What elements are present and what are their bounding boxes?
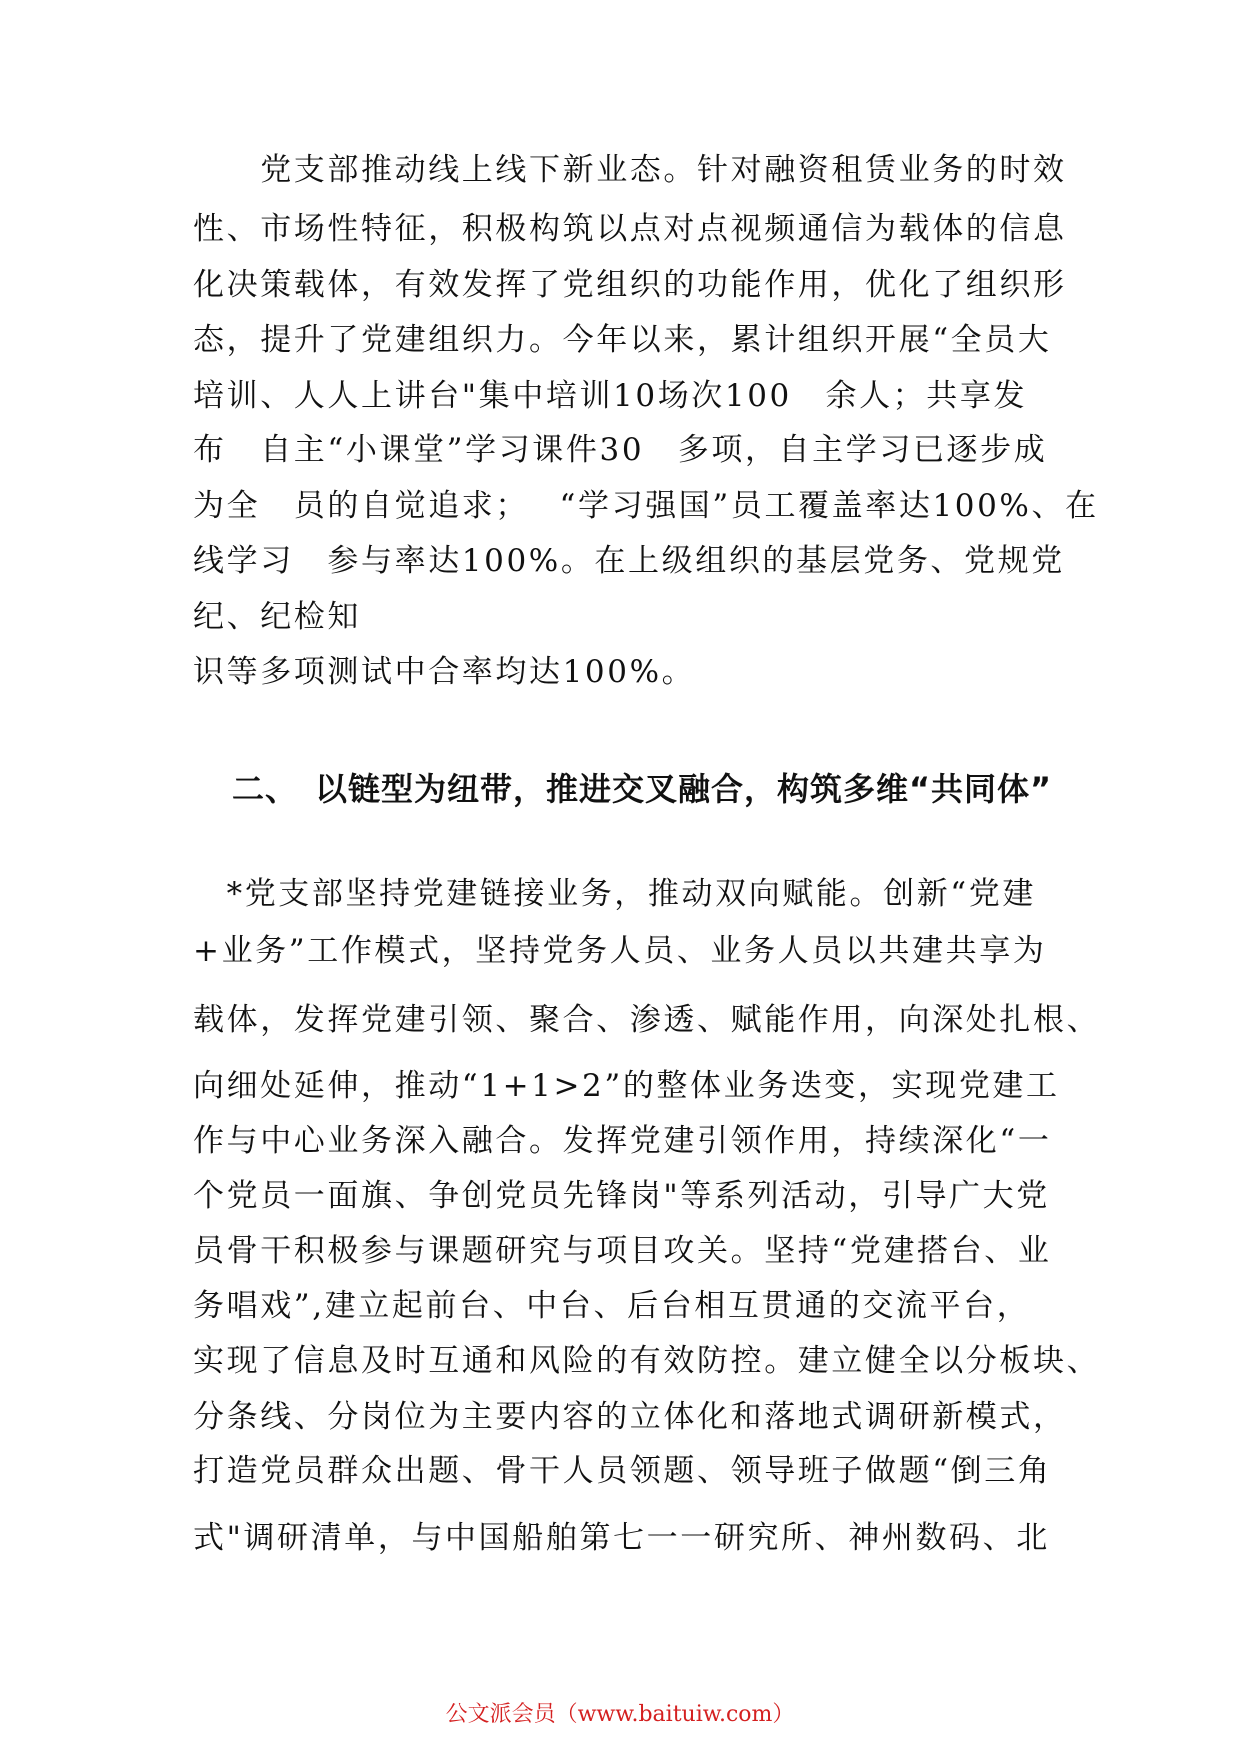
- paragraph-2-line: 实现了信息及时互通和风险的有效防控。建立健全以分板块、: [193, 1343, 1101, 1379]
- paragraph-2-line: 载体，发挥党建引领、聚合、渗透、赋能作用，向深处扎根、: [193, 1002, 1101, 1038]
- paragraph-2-line: 向细处延伸，推动“1+1>2”的整体业务迭变，实现党建工: [193, 1068, 1060, 1104]
- paragraph-2-line: 打造党员群众出题、骨干人员领题、领导班子做题“倒三角: [193, 1453, 1052, 1489]
- paragraph-1-line: 线学习 参与率达100%。在上级组织的基层党务、党规党: [193, 543, 1065, 579]
- paragraph-1-line: 党支部推动线上线下新业态。针对融资租赁业务的时效: [193, 152, 1067, 188]
- paragraph-1-line: 识等多项测试中合率均达100%。: [193, 654, 696, 690]
- paragraph-2-line: 分条线、分岗位为主要内容的立体化和落地式调研新模式，: [193, 1399, 1067, 1435]
- paragraph-2-line: +业务”工作模式，坚持党务人员、业务人员以共建共享为: [193, 933, 1047, 969]
- section-heading: 二、 以链型为纽带，推进交叉融合，构筑多维“共同体”: [232, 770, 1053, 808]
- paragraph-1-line: 培训、人人上讲台"集中培训10场次100 余人；共享发: [193, 378, 1028, 414]
- footer-watermark: 公文派会员（www.baituiw.com）: [445, 1702, 795, 1727]
- paragraph-2-line: 作与中心业务深入融合。发挥党建引领作用，持续深化“一: [193, 1123, 1052, 1159]
- paragraph-2-line: *党支部坚持党建链接业务，推动双向赋能。创新“党建: [193, 876, 1036, 912]
- paragraph-1-line: 为全 员的自觉追求； “学习强国”员工覆盖率达100%、在: [193, 488, 1099, 524]
- paragraph-1-line: 态，提升了党建组织力。今年以来，累计组织开展“全员大: [193, 322, 1052, 358]
- paragraph-2-line: 式"调研清单，与中国船舶第七一一研究所、神州数码、北: [193, 1520, 1050, 1556]
- paragraph-1-line: 布 自主“小课堂”学习课件30 多项，自主学习已逐步成: [193, 432, 1048, 468]
- paragraph-2-line: 务唱戏”,建立起前台、中台、后台相互贯通的交流平台，: [193, 1288, 1031, 1324]
- paragraph-1-line: 化决策载体，有效发挥了党组织的功能作用，优化了组织形: [193, 267, 1067, 303]
- paragraph-1-line: 纪、纪检知: [193, 599, 361, 635]
- paragraph-2-line: 员骨干积极参与课题研究与项目攻关。坚持“党建搭台、业: [193, 1233, 1052, 1269]
- paragraph-1-line: 性、市场性特征，积极构筑以点对点视频通信为载体的信息: [193, 211, 1067, 247]
- paragraph-2-line: 个党员一面旗、争创党员先锋岗"等系列活动，引导广大党: [193, 1178, 1050, 1214]
